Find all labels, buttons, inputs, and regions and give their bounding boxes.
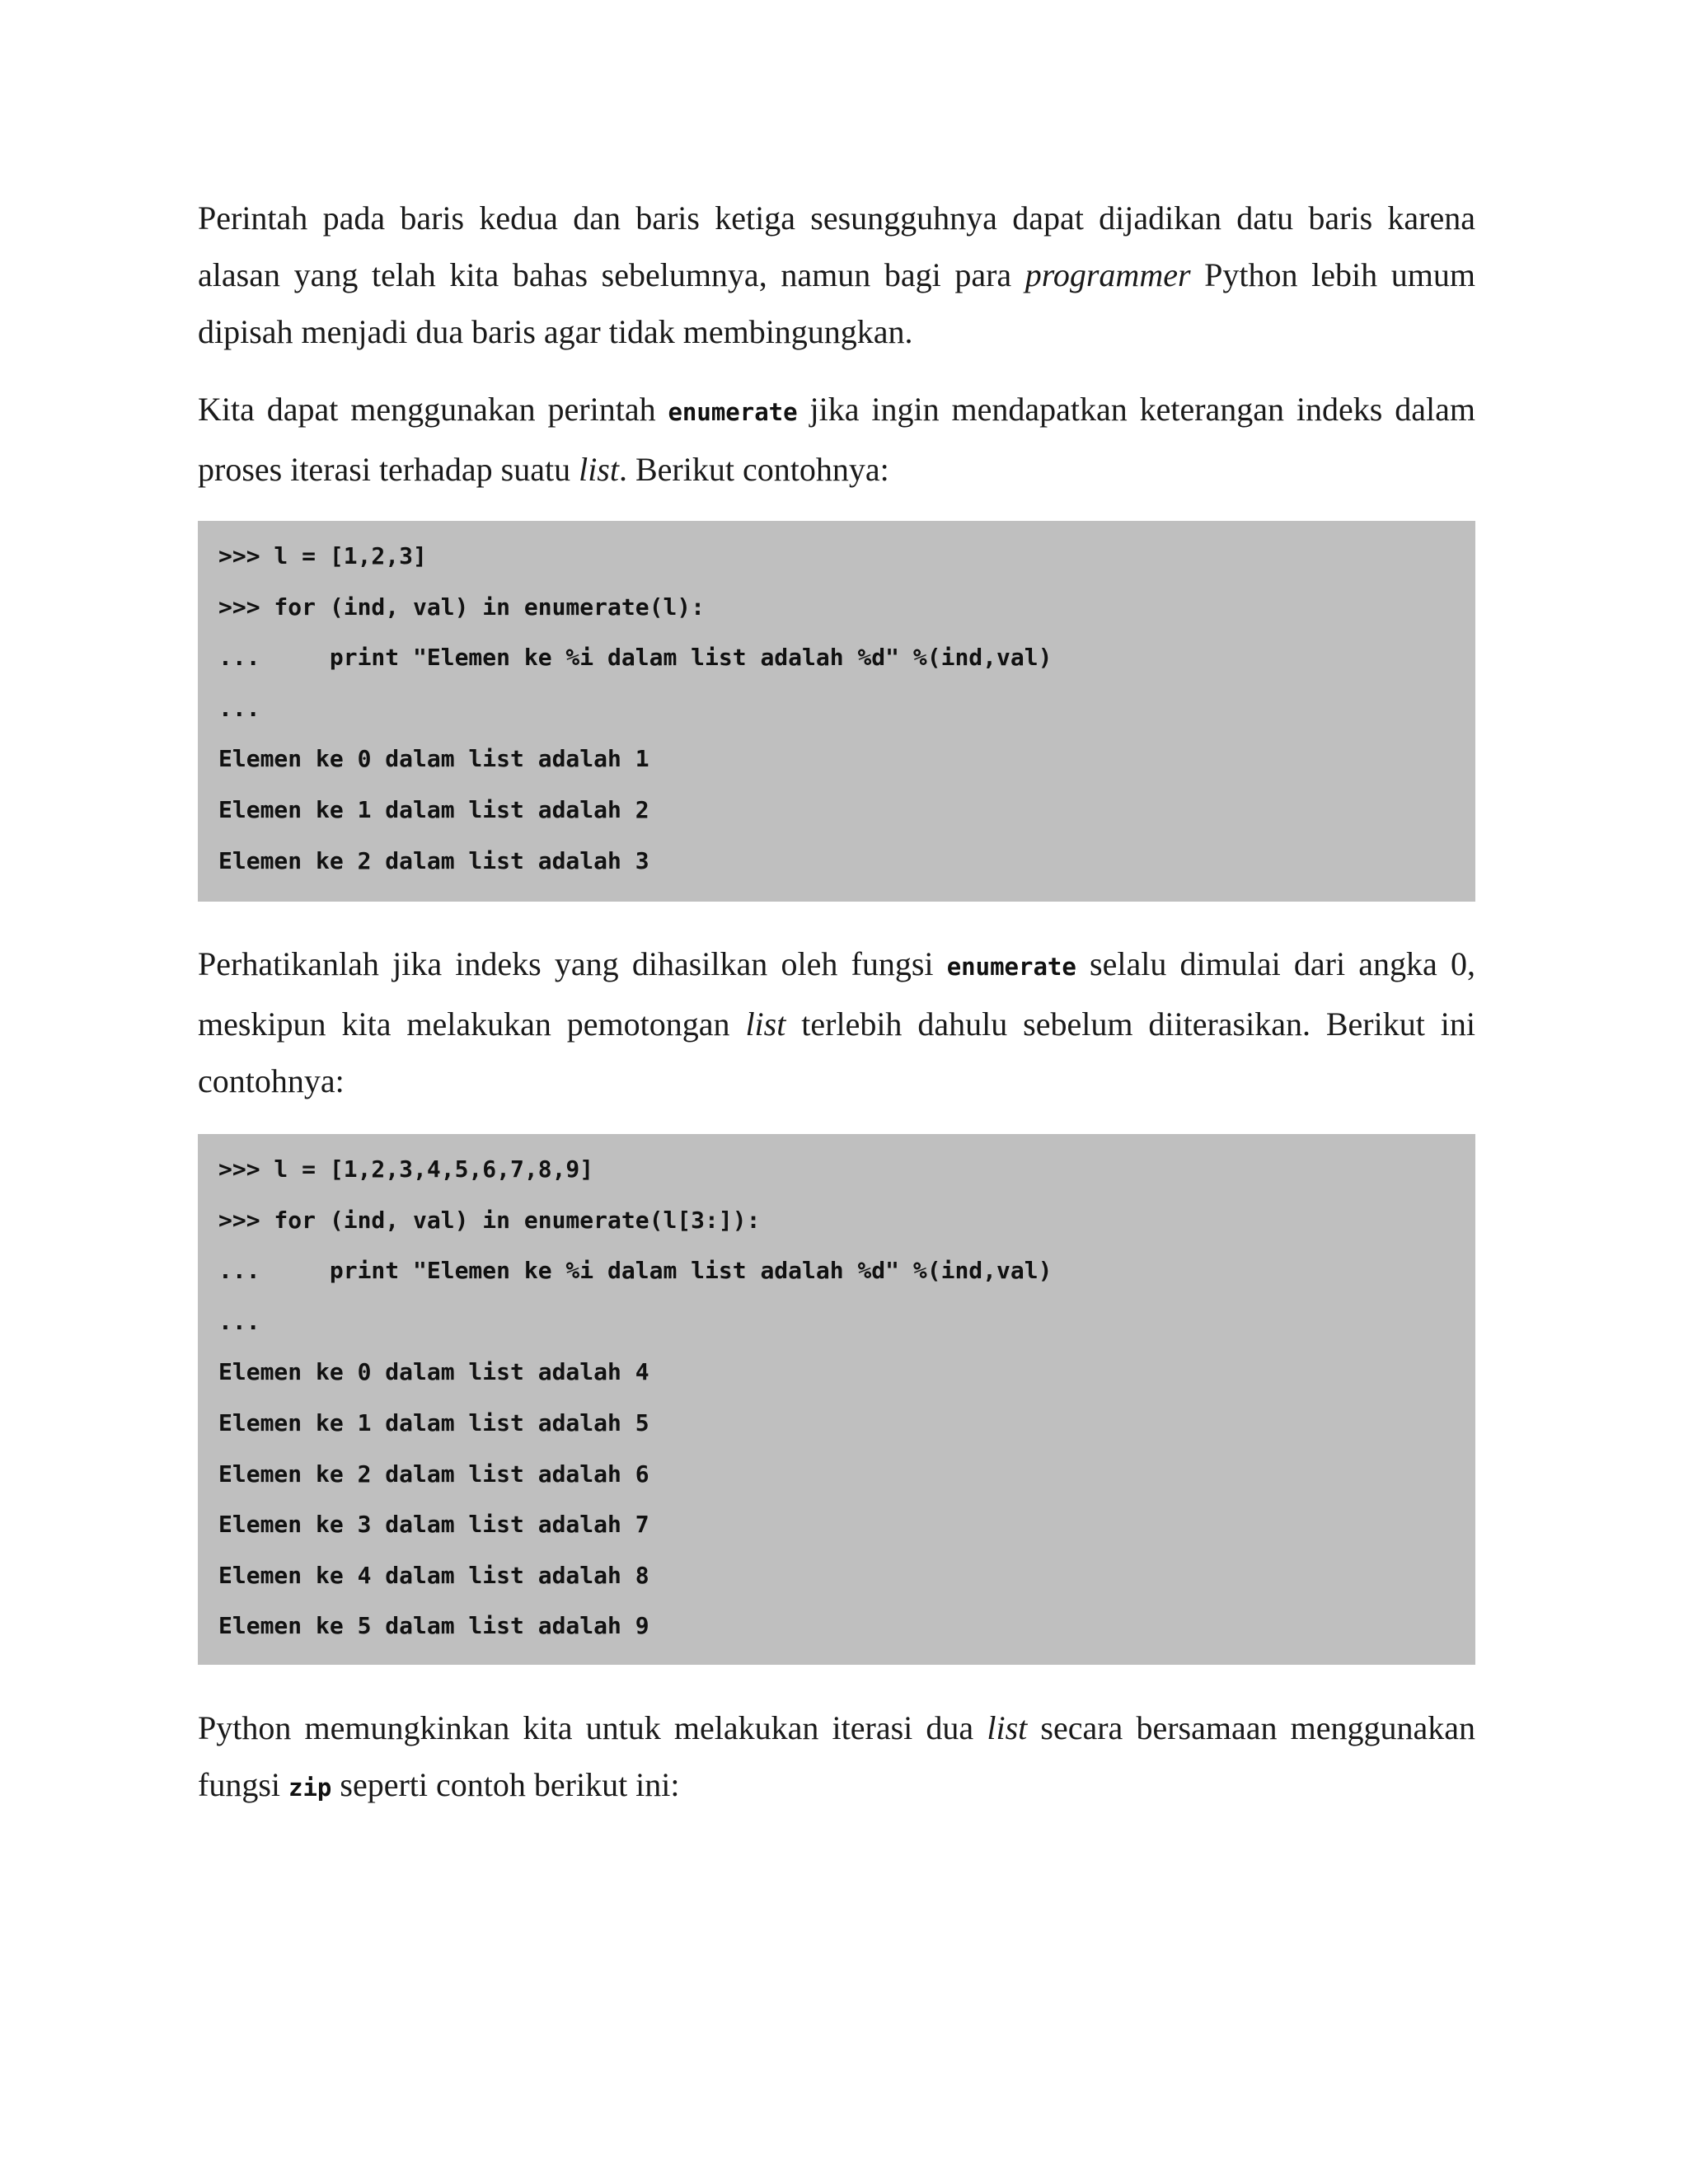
paragraph-text: jika ingin mendapatkan keterangan indeks dalam proses iterasi terhadap suatu bbox=[198, 391, 1475, 488]
inline-code: enumerate bbox=[668, 398, 798, 426]
code-line: ... bbox=[218, 1307, 260, 1335]
code-line: Elemen ke 0 dalam list adalah 4 bbox=[218, 1358, 649, 1386]
paragraph-text: selalu dimulai dari angka 0, meskipun kita melakukan pemotongan bbox=[198, 945, 1475, 1043]
italic-term: list bbox=[579, 451, 619, 488]
code-block-enumerate-slice bbox=[198, 1134, 1475, 1665]
code-line: >>> for (ind, val) in enumerate(l[3:]): bbox=[218, 1206, 761, 1234]
code-line: >>> l = [1,2,3] bbox=[218, 542, 427, 569]
paragraph-text: seperti contoh berikut ini: bbox=[331, 1766, 680, 1803]
code-line: >>> for (ind, val) in enumerate(l): bbox=[218, 593, 706, 621]
paragraph-text: Python lebih umum dipisah menjadi dua baris agar tidak membingungkan. bbox=[198, 256, 1475, 350]
code-line: ... bbox=[218, 694, 260, 722]
code-line: >>> l = [1,2,3,4,5,6,7,8,9] bbox=[218, 1155, 594, 1183]
paragraph-enumerate-intro bbox=[198, 381, 1475, 498]
code-line: ... print "Elemen ke %i dalam list adalah %d" %(ind,val) bbox=[218, 1257, 1053, 1285]
paragraph-text: secara bersamaan menggunakan fungsi bbox=[198, 1709, 1475, 1803]
paragraph-line-separation-note bbox=[198, 190, 1475, 360]
paragraph-text: terlebih dahulu sebelum diiterasikan. Berikut ini contohnya: bbox=[198, 1005, 1476, 1099]
italic-term: programmer bbox=[1025, 256, 1191, 293]
paragraph-text: Perintah pada baris kedua dan baris ketiga sesungguhnya dapat dijadikan datu baris karena alasan yang telah kita bahas sebelumnya, namun bagi para bbox=[198, 199, 1475, 293]
code-block-enumerate bbox=[198, 521, 1475, 902]
inline-code: zip bbox=[288, 1774, 332, 1802]
code-line: ... print "Elemen ke %i dalam list adalah %d" %(ind,val) bbox=[218, 644, 1053, 672]
paragraph-text: . Berikut contohnya: bbox=[618, 451, 889, 488]
code-line: Elemen ke 1 dalam list adalah 5 bbox=[218, 1408, 649, 1436]
code-line: Elemen ke 3 dalam list adalah 7 bbox=[218, 1511, 649, 1539]
code-line: Elemen ke 2 dalam list adalah 6 bbox=[218, 1460, 649, 1488]
code-line: Elemen ke 4 dalam list adalah 8 bbox=[218, 1561, 649, 1589]
paragraph-text: Python memungkinkan kita untuk melakukan iterasi dua bbox=[198, 1709, 987, 1746]
paragraph-enumerate-index-note bbox=[198, 935, 1475, 1109]
paragraph-text: Perhatikanlah jika indeks yang dihasilkan oleh fungsi bbox=[198, 945, 947, 982]
inline-code: enumerate bbox=[946, 953, 1076, 981]
italic-term: list bbox=[745, 1005, 786, 1043]
italic-term: list bbox=[987, 1709, 1028, 1746]
paragraph-text: Kita dapat menggunakan perintah bbox=[198, 391, 668, 428]
code-line: Elemen ke 0 dalam list adalah 1 bbox=[218, 745, 649, 773]
code-line: Elemen ke 5 dalam list adalah 9 bbox=[218, 1612, 649, 1640]
code-line: Elemen ke 1 dalam list adalah 2 bbox=[218, 795, 649, 823]
code-line: Elemen ke 2 dalam list adalah 3 bbox=[218, 846, 649, 874]
paragraph-zip-intro bbox=[198, 1699, 1475, 1816]
